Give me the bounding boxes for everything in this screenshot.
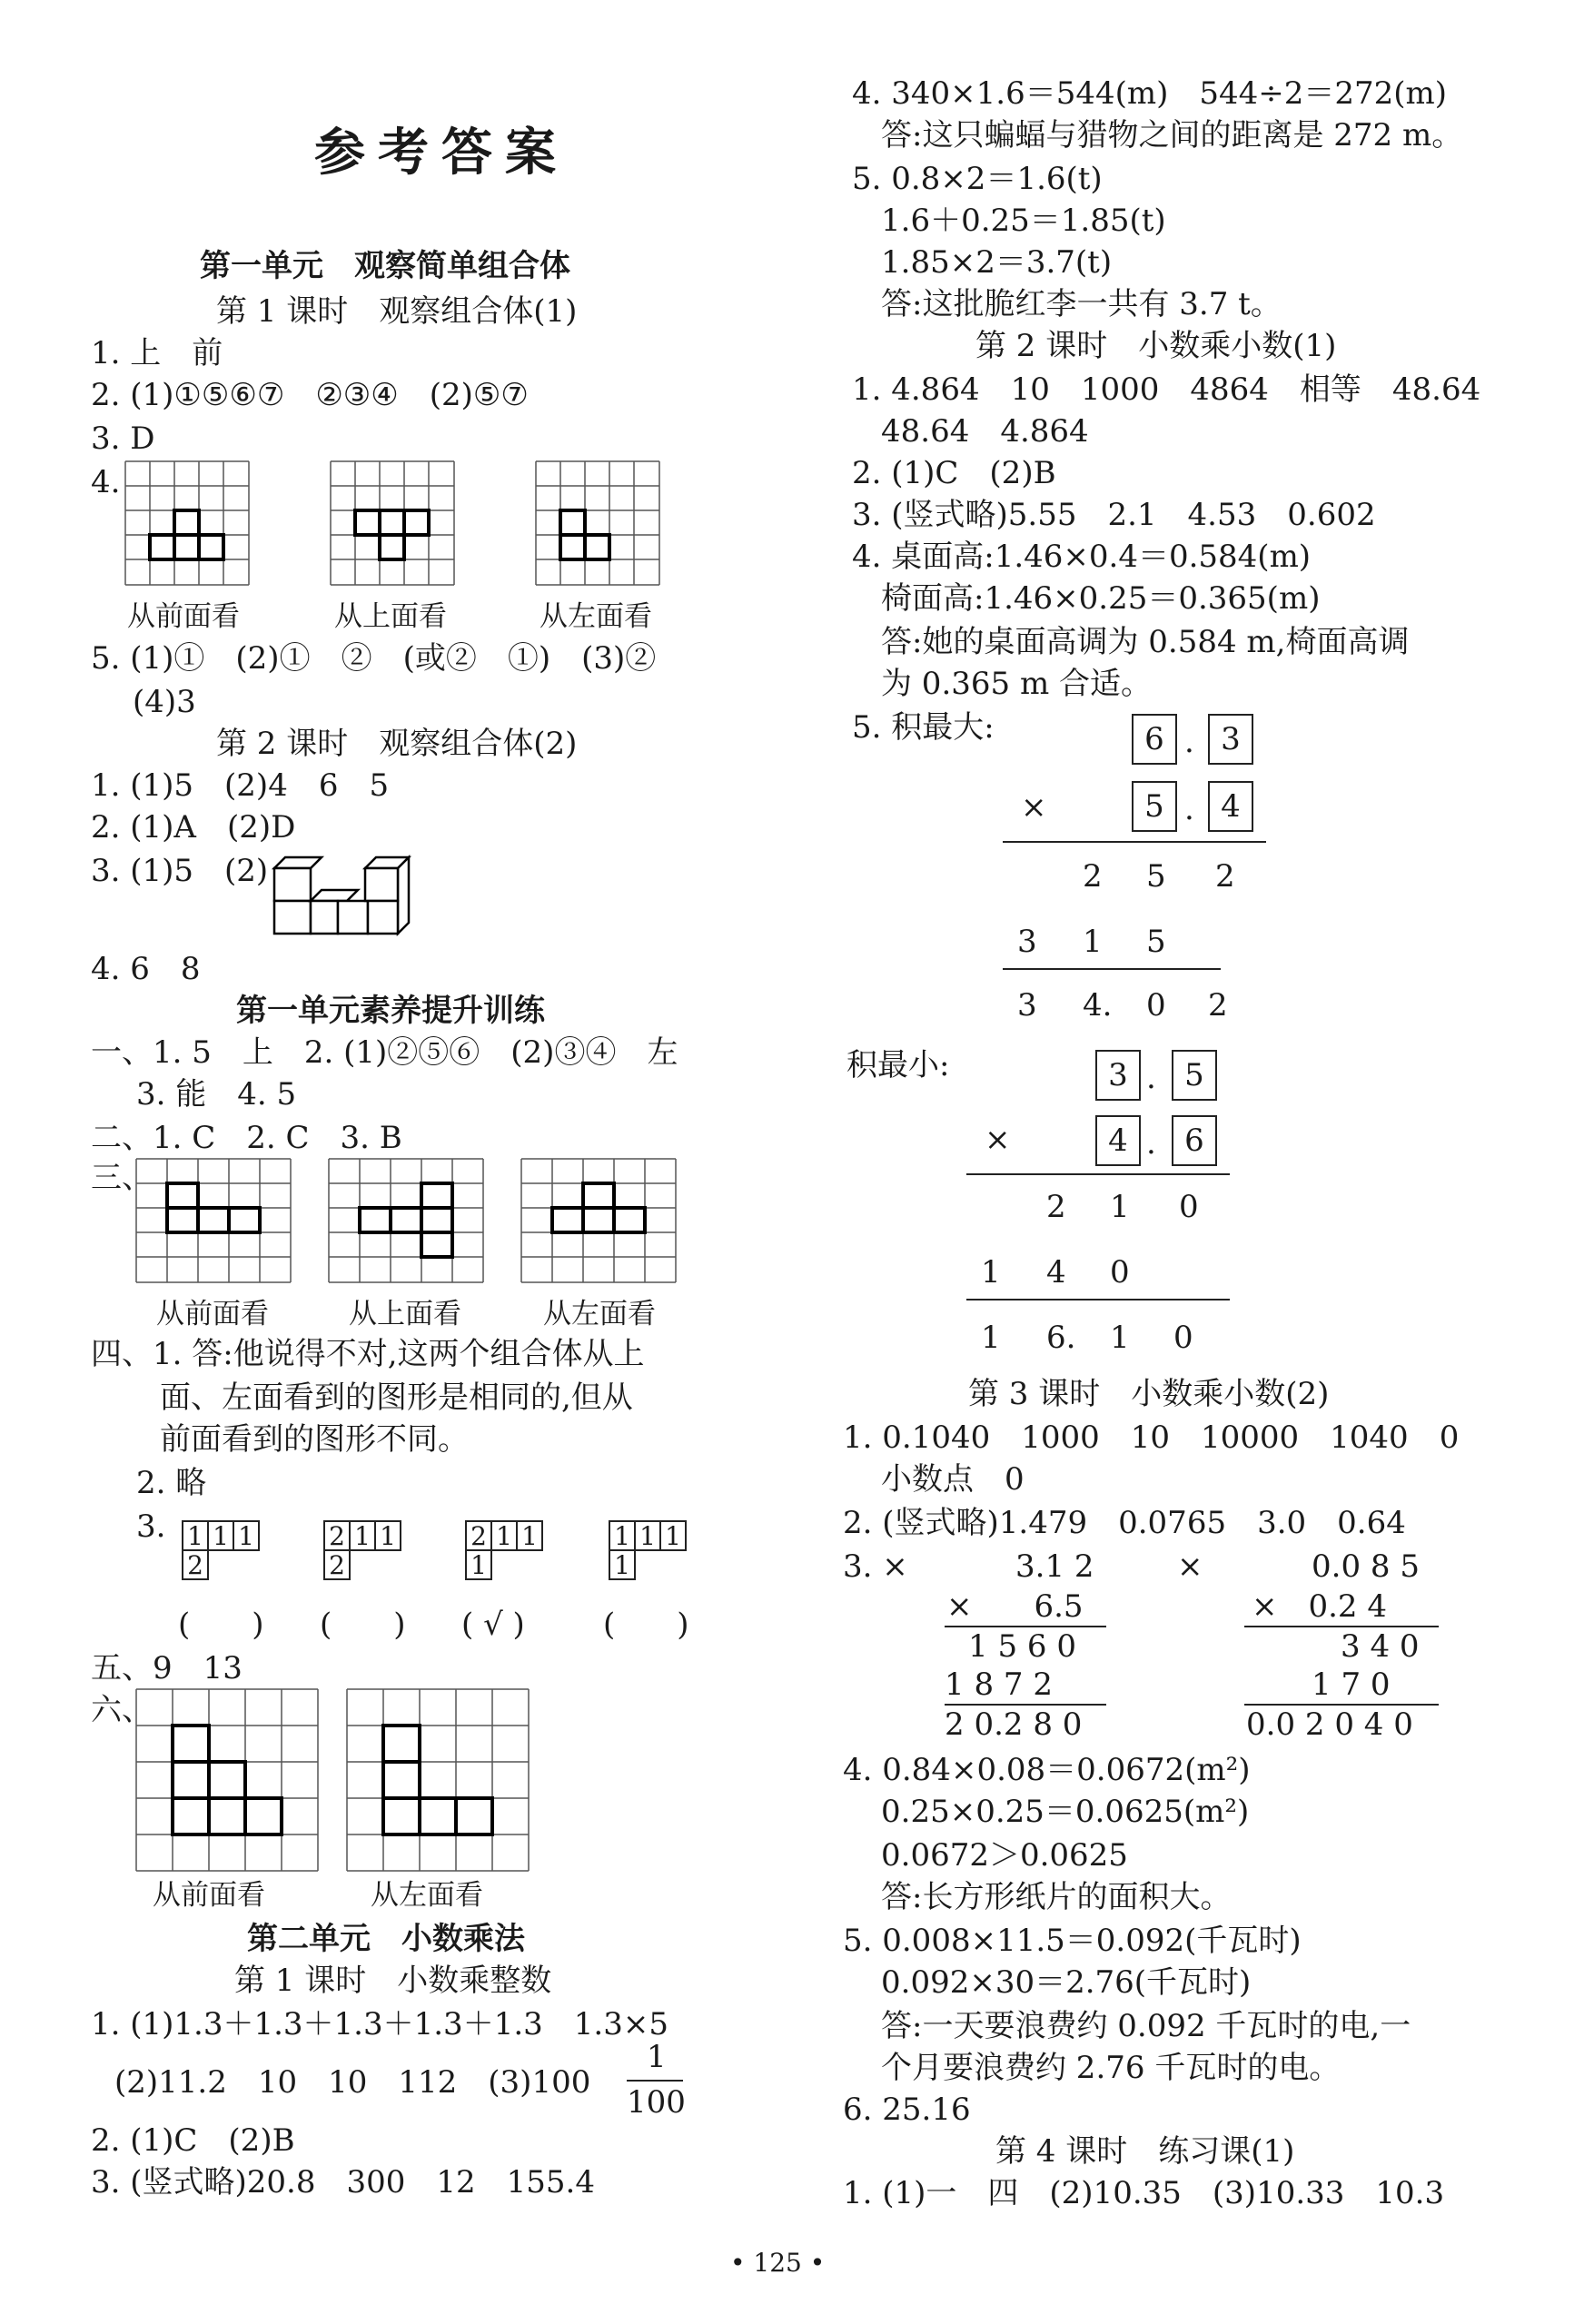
unit2-heading: 第二单元 小数乘法 — [247, 1921, 525, 1957]
partial-digit: 2 — [1083, 858, 1103, 895]
u2l3-q1-line1: 1. 0.1040 1000 10 10000 1040 0 — [843, 1419, 1460, 1456]
u2l1-q5-line1: 5. 0.8×2＝1.6(t) — [852, 161, 1103, 197]
unit2-lesson1-heading: 第 1 课时 小数乘整数 — [234, 1963, 552, 1999]
u1l1-q3: 3. D — [91, 420, 155, 457]
u2l3-q5-line3: 答:一天要浪费约 0.092 千瓦时的电,一 — [881, 2008, 1411, 2044]
u1l1-q1: 1. 上 前 — [91, 335, 223, 371]
u2l3-q5-line2: 0.092×30＝2.76(千瓦时) — [881, 1964, 1252, 2001]
u1t-p4-3-answer-3: ( √ ) — [461, 1607, 525, 1643]
digit-box: 3 — [1095, 1050, 1141, 1101]
partial-digit: 5 — [1146, 924, 1166, 960]
partial-digit: 0 — [1179, 1189, 1199, 1225]
u1l1-q4-grid-top — [331, 461, 454, 585]
digit-box: 6 — [1132, 714, 1177, 765]
u2l1-q1-line1: 1. (1)1.3＋1.3＋1.3＋1.3＋1.3 1.3×5 — [91, 2006, 668, 2042]
u2l3-q5-line1: 5. 0.008×11.5＝0.092(千瓦时) — [843, 1923, 1302, 1959]
u2l3-q6: 6. 25.16 — [843, 2092, 971, 2128]
grid-cell: 1 — [207, 1520, 234, 1551]
u2l3-q3-mark2: × — [1177, 1548, 1203, 1585]
u1t-p3-caption-front: 从前面看 — [156, 1298, 269, 1330]
u2l3-q4-line3: 0.0672＞0.0625 — [881, 1837, 1128, 1874]
times-sign: × — [985, 1122, 1011, 1158]
u1l1-q4-grid-front — [125, 461, 249, 585]
page-number: • 125 • — [730, 2248, 826, 2278]
grid-cell: 1 — [349, 1520, 376, 1551]
digit-box: 4 — [1095, 1115, 1141, 1166]
u2l2-q4-line2: 椅面高:1.46×0.25＝0.365(m) — [881, 580, 1321, 617]
u2l1-q3: 3. (竖式略)20.8 300 12 155.4 — [91, 2164, 595, 2200]
rule-line — [945, 1626, 1106, 1627]
u2l1-q2: 2. (1)C (2)B — [91, 2122, 295, 2159]
u2l3-q3a-mul: × 6.5 — [946, 1588, 1084, 1625]
u1t-p4-3-answer-2: ( ) — [320, 1607, 406, 1643]
grid-cell: 2 — [465, 1520, 492, 1551]
grid-cell: 2 — [182, 1549, 209, 1580]
u2l3-q1-line2: 小数点 0 — [881, 1461, 1025, 1498]
partial-digit: 2 — [1046, 1189, 1066, 1225]
u1t-p1-line1: 一、1. 5 上 2. (1)②⑤⑥ (2)③④ 左 — [91, 1034, 678, 1071]
u2l2-q3: 3. (竖式略)5.55 2.1 4.53 0.602 — [852, 497, 1376, 533]
result-digit: 1 — [981, 1320, 1001, 1356]
u1t-p2: 二、1. C 2. C 3. B — [91, 1120, 402, 1156]
u2l3-q3b-result: 0.0 2 0 4 0 — [1246, 1706, 1413, 1743]
result-digit: 0 — [1146, 987, 1166, 1024]
u1t-p1-line2: 3. 能 4. 5 — [136, 1076, 297, 1113]
u1t-p4-3-answer-4: ( ) — [603, 1607, 689, 1643]
u2l3-q3a-partial1: 1 5 6 0 — [968, 1628, 1076, 1665]
u2l3-q3a-top: 3.1 2 — [1015, 1548, 1094, 1585]
u2l3-q3b-partial2: 1 7 0 — [1312, 1666, 1391, 1703]
u2l3-q4-line2: 0.25×0.25＝0.0625(m²) — [881, 1794, 1250, 1830]
grid-cell: 2 — [323, 1549, 351, 1580]
partial-digit: 2 — [1215, 858, 1235, 895]
rule-line — [945, 1704, 1106, 1706]
u1l1-q4-caption-left: 从左面看 — [540, 600, 652, 633]
u1t-p3: 三、 — [91, 1160, 153, 1196]
unit2-lesson2-heading: 第 2 课时 小数乘小数(1) — [975, 328, 1337, 364]
u2l4-q1: 1. (1)一 四 (2)10.35 (3)10.33 10.3 — [843, 2175, 1445, 2211]
u1t-p3-grid-top — [329, 1159, 483, 1282]
digit-box: 4 — [1208, 781, 1253, 832]
result-digit: 4. — [1083, 987, 1113, 1024]
u1t-p4-1-line1: 四、1. 答:他说得不对,这两个组合体从上 — [91, 1336, 645, 1372]
u2l2-q4-line1: 4. 桌面高:1.46×0.4＝0.584(m) — [852, 539, 1312, 575]
grid-cell: 1 — [374, 1520, 401, 1551]
decimal-point: . — [1146, 1060, 1156, 1096]
u2l2-q4-line3: 答:她的桌面高调为 0.584 m,椅面高调 — [881, 624, 1410, 660]
u2l3-q3a-result: 2 0.2 8 0 — [945, 1706, 1083, 1743]
u2l3-q5-line4: 个月要浪费约 2.76 千瓦时的电。 — [881, 2050, 1341, 2086]
u2l1-q4-line2: 答:这只蝙蝠与猎物之间的距离是 272 m。 — [881, 117, 1463, 153]
u1t-p4-1-line2: 面、左面看到的图形是相同的,但从 — [160, 1380, 633, 1416]
u2l1-q4-line1: 4. 340×1.6＝544(m) 544÷2＝272(m) — [852, 75, 1448, 112]
decimal-point: . — [1184, 724, 1194, 760]
partial-digit: 5 — [1146, 858, 1166, 895]
result-digit: 0 — [1173, 1320, 1193, 1356]
u1t-p4-2: 2. 略 — [136, 1465, 207, 1501]
u1t-p6-caption-front: 从前面看 — [153, 1879, 265, 1912]
grid-cell: 1 — [634, 1520, 661, 1551]
u1l1-q4-grid-left — [536, 461, 659, 585]
u1t-p4-1-line3: 前面看到的图形不同。 — [160, 1421, 469, 1458]
u2l3-q3b-top: 0.0 8 5 — [1312, 1548, 1420, 1585]
u2l3-q3-label: 3. × — [843, 1548, 908, 1585]
grid-cell: 1 — [516, 1520, 543, 1551]
rule-line — [1003, 841, 1266, 843]
u1t-p3-grid-left — [521, 1159, 676, 1282]
u1l1-q2: 2. (1)①⑤⑥⑦ ②③④ (2)⑤⑦ — [91, 377, 529, 413]
grid-cell: 1 — [609, 1520, 636, 1551]
u1t-p3-caption-top: 从上面看 — [349, 1298, 461, 1330]
u2l2-q5-max-label: 5. 积最大: — [852, 709, 995, 746]
digit-box: 6 — [1172, 1115, 1217, 1166]
u2l3-q2: 2. (竖式略)1.479 0.0765 3.0 0.64 — [843, 1505, 1406, 1541]
grid-cell: 1 — [182, 1520, 209, 1551]
rule-line — [966, 1173, 1230, 1175]
u2l1-q5-line3: 1.85×2＝3.7(t) — [881, 244, 1113, 281]
u2l3-q3a-partial2: 1 8 7 2 — [945, 1666, 1053, 1703]
partial-digit: 0 — [1110, 1254, 1130, 1291]
u2l1-q1-frac-num: 1 — [647, 2039, 667, 2075]
digit-box: 5 — [1172, 1050, 1217, 1101]
u2l2-q5-min-label: 积最小: — [846, 1047, 950, 1083]
digit-box: 5 — [1132, 781, 1177, 832]
u1l2-q3: 3. (1)5 (2) — [91, 853, 269, 889]
u1l2-q1: 1. (1)5 (2)4 6 5 — [91, 767, 390, 804]
partial-digit: 1 — [981, 1254, 1001, 1291]
unit1-training-heading: 第一单元素养提升训练 — [236, 993, 545, 1029]
rule-line — [966, 1299, 1230, 1300]
partial-digit: 1 — [1110, 1189, 1130, 1225]
grid-cell: 1 — [609, 1549, 636, 1580]
u1l1-q5-line1: 5. (1)① (2)① ② (或② ①) (3)② — [91, 640, 657, 677]
u1t-p6: 六、 — [91, 1692, 153, 1728]
u1t-p4-3-answer-1: ( ) — [178, 1607, 264, 1643]
partial-digit: 1 — [1083, 924, 1103, 960]
grid-cell: 2 — [323, 1520, 351, 1551]
unit2-lesson3-heading: 第 3 课时 小数乘小数(2) — [968, 1376, 1330, 1412]
u2l3-q3b-mul: × 0.2 4 — [1252, 1588, 1387, 1625]
grid-cell: 1 — [233, 1520, 260, 1551]
unit1-lesson2-heading: 第 2 课时 观察组合体(2) — [216, 726, 578, 762]
u2l2-q1-line1: 1. 4.864 10 1000 4864 相等 48.64 — [852, 371, 1481, 408]
result-digit: 1 — [1110, 1320, 1130, 1356]
u1l2-q4: 4. 6 8 — [91, 951, 201, 987]
u1t-p3-caption-left: 从左面看 — [543, 1298, 656, 1330]
u2l1-q5-line2: 1.6＋0.25＝1.85(t) — [881, 203, 1166, 239]
rule-line — [1244, 1626, 1439, 1627]
u2l2-q4-line4: 为 0.365 m 合适。 — [881, 666, 1152, 702]
u1l1-q4-caption-front: 从前面看 — [127, 600, 240, 633]
partial-digit: 4 — [1046, 1254, 1066, 1291]
decimal-point: . — [1146, 1125, 1156, 1162]
u2l2-q2: 2. (1)C (2)B — [852, 455, 1056, 491]
grid-cell: 1 — [490, 1520, 518, 1551]
rule-line — [1244, 1704, 1439, 1706]
grid-cell: 1 — [659, 1520, 687, 1551]
u1l1-q4: 4. — [91, 464, 121, 500]
u2l3-q4-line1: 4. 0.84×0.08＝0.0672(m²) — [843, 1752, 1251, 1788]
result-digit: 6. — [1046, 1320, 1076, 1356]
unit2-lesson4-heading: 第 4 课时 练习课(1) — [995, 2133, 1295, 2170]
u1t-p6-grid-front — [136, 1689, 318, 1871]
u1t-p5: 五、9 13 — [91, 1650, 243, 1686]
u1t-p6-grid-left — [347, 1689, 529, 1871]
grid-cell: 1 — [465, 1549, 492, 1580]
u2l1-q1-frac-bar — [627, 2080, 683, 2082]
result-digit: 2 — [1208, 987, 1228, 1024]
u2l2-q1-line2: 48.64 4.864 — [881, 413, 1089, 450]
digit-box: 3 — [1208, 714, 1253, 765]
u1t-p4-3: 3. — [136, 1508, 166, 1545]
result-digit: 3 — [1017, 987, 1037, 1024]
times-sign: × — [1021, 789, 1047, 826]
u1l2-q3-cube-figure — [274, 850, 409, 934]
partial-digit: 3 — [1017, 924, 1037, 960]
u2l1-q1-line2: (2)11.2 10 10 112 (3)100 — [114, 2064, 591, 2101]
u1t-p3-grid-front — [136, 1159, 291, 1282]
decimal-point: . — [1184, 791, 1194, 827]
u1l1-q4-caption-top: 从上面看 — [334, 600, 447, 633]
page-title: 参考答案 — [314, 123, 569, 183]
u1t-p6-caption-left: 从左面看 — [371, 1879, 483, 1912]
u2l1-q5-line4: 答:这批脆红李一共有 3.7 t。 — [881, 286, 1282, 322]
rule-line — [1003, 968, 1221, 970]
u2l1-q1-frac-den: 100 — [627, 2084, 686, 2121]
unit1-heading: 第一单元 观察简单组合体 — [200, 248, 570, 284]
u1l2-q2: 2. (1)A (2)D — [91, 809, 296, 846]
unit1-lesson1-heading: 第 1 课时 观察组合体(1) — [216, 293, 578, 330]
u2l3-q4-line4: 答:长方形纸片的面积大。 — [881, 1879, 1232, 1915]
u2l3-q3b-partial1: 3 4 0 — [1341, 1628, 1420, 1665]
u1l1-q5-line2: (4)3 — [133, 684, 196, 720]
